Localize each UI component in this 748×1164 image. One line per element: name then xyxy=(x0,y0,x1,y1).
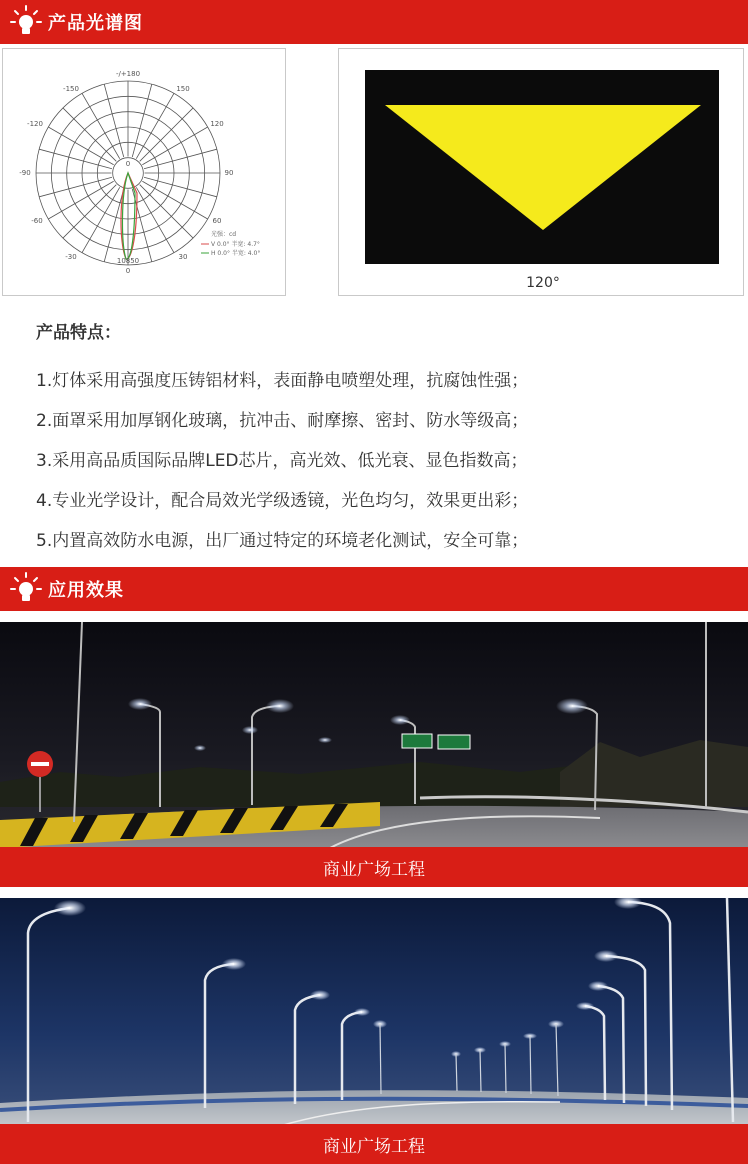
polar-grid-spoke xyxy=(140,185,193,238)
polar-grid-spoke xyxy=(142,127,207,165)
angle-label-right: 60 xyxy=(212,217,222,225)
polar-grid-spoke xyxy=(136,93,174,158)
center-label: 0 xyxy=(125,160,131,168)
lightbulb-icon xyxy=(6,567,46,611)
section-title: 产品光谱图 xyxy=(48,13,143,34)
polar-grid-spoke xyxy=(142,181,207,219)
angle-label-left: -150 xyxy=(63,85,79,93)
spectrum-section-banner xyxy=(0,0,748,44)
beam-angle-diagram xyxy=(339,49,743,295)
beam-angle-label: 120° xyxy=(526,275,560,291)
legend-v: V 0.0° 半宽: 4.7° xyxy=(211,241,260,248)
polar-grid-spoke xyxy=(82,93,120,158)
angle-top-label: -/+180 xyxy=(115,70,141,78)
photo-caption: 商业广场工程 xyxy=(0,1124,748,1164)
polar-grid-spoke xyxy=(48,127,113,165)
feature-item: 2.面罩采用加厚钢化玻璃，抗冲击、耐摩擦、密封、防水等级高； xyxy=(36,411,529,431)
polar-grid-spoke xyxy=(48,181,113,219)
feature-item: 1.灯体采用高强度压铸铝材料，表面静电喷塑处理，抗腐蚀性强； xyxy=(36,371,529,391)
polar-distribution-chart xyxy=(3,49,285,295)
feature-item: 3.采用高品质国际品牌LED芯片，高光效、低光衰、显色指数高； xyxy=(36,451,528,471)
polar-grid-spoke xyxy=(82,187,120,252)
section-title: 应用效果 xyxy=(48,580,124,601)
beam-angle-panel xyxy=(338,48,744,296)
polar-distribution-panel xyxy=(2,48,286,296)
legend-unit: 光强：cd xyxy=(211,231,237,238)
application-section-banner xyxy=(0,567,748,611)
angle-label-left: -90 xyxy=(19,169,31,177)
polar-grid-spoke xyxy=(63,185,116,238)
polar-grid-spoke xyxy=(140,108,193,161)
legend-h: H 0.0° 半宽: 4.0° xyxy=(211,250,261,257)
angle-label-right: 90 xyxy=(224,169,234,177)
feature-item: 5.内置高效防水电源，出厂通过特定的环境老化测试，安全可靠； xyxy=(36,531,529,551)
angle-label-left: -30 xyxy=(65,253,77,261)
photo-caption: 商业广场工程 xyxy=(0,847,748,887)
radial-max-label: 10850 xyxy=(116,257,140,265)
feature-item: 4.专业光学设计，配合局效光学级透镜，光色均匀，效果更出彩； xyxy=(36,491,529,511)
angle-label-left: -60 xyxy=(31,217,43,225)
polar-grid-spoke xyxy=(63,108,116,161)
angle-label-left: -120 xyxy=(27,120,43,128)
angle-label-right: 30 xyxy=(178,253,188,261)
lightbulb-icon xyxy=(6,0,46,44)
application-photo xyxy=(0,622,748,848)
application-photo xyxy=(0,898,748,1126)
angle-label-right: 150 xyxy=(176,85,190,93)
angle-label-right: 120 xyxy=(210,120,224,128)
angle-bottom-label: 0 xyxy=(125,267,131,275)
features-heading: 产品特点： xyxy=(36,323,121,343)
polar-grid-spoke xyxy=(136,187,174,252)
